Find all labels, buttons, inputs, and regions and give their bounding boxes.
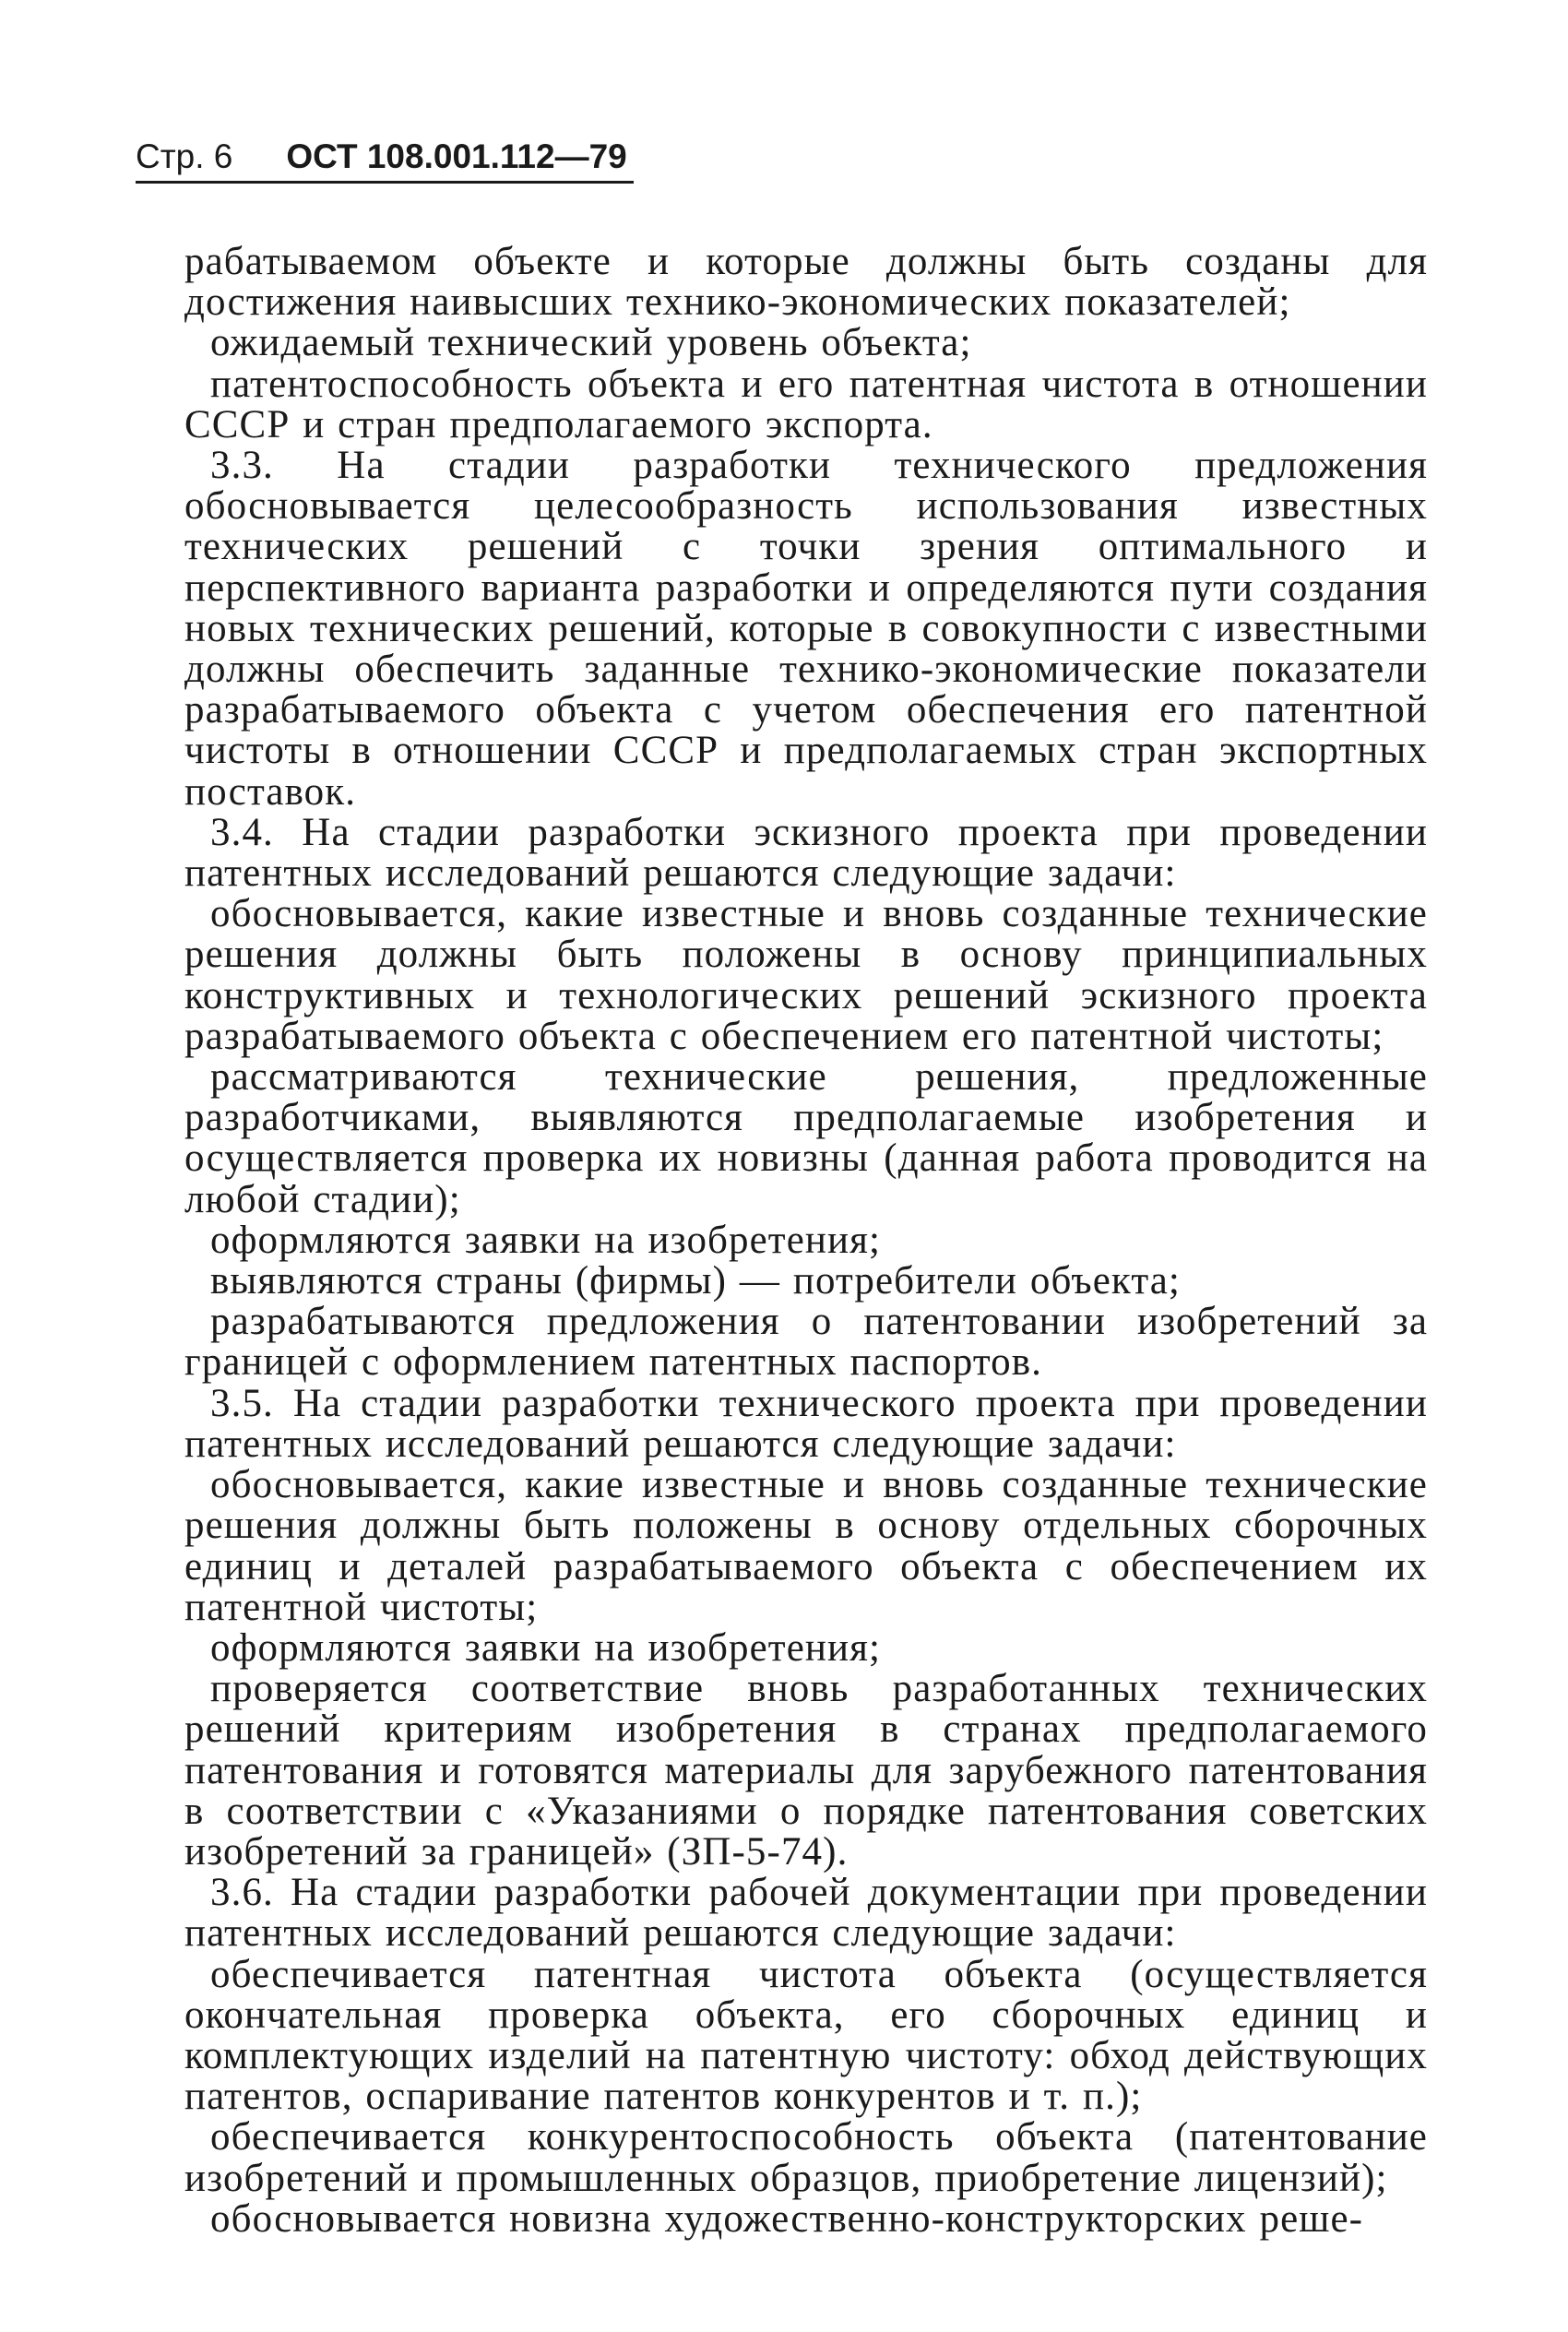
page-header — [136, 137, 634, 184]
paragraph: обосновывается, какие известные и вновь созданные технические решения должны быть положены в основу принципиальных конструктивных и технологических решений эскизного проекта разрабатываемого объекта с обеспечением его патентной чистоты; — [184, 892, 1428, 1058]
section-3-4: 3.4. На стадии разработки эскизного проекта при проведении патентных исследований решаются следующие задачи: — [184, 810, 1428, 896]
paragraph: оформляются заявки на изобретения; — [210, 1625, 882, 1670]
paragraph: обосновывается новизна художественно-конструкторских реше- — [210, 2196, 1364, 2241]
paragraph: оформляются заявки на изобретения; — [210, 1218, 882, 1262]
section-3-3: 3.3. На стадии разработки технического предложения обосновывается целесообразность использования известных технических решений с точки зрения оптимального и перспективного варианта разработки и определяются пути создания новых технических решений, которые в совокупности с известными должны обеспечить заданные технико-экономические показатели разрабатываемого объекта с учетом обеспечения его патентной чистоты в отношении СССР и предполагаемых стран экспортных поставок. — [184, 444, 1428, 814]
section-3-5: 3.5. На стадии разработки технического проекта при проведении патентных исследований решаются следующие задачи: — [184, 1381, 1428, 1466]
paragraph: выявляются страны (фирмы) — потребители объекта; — [210, 1259, 1181, 1303]
section-3-6: 3.6. На стадии разработки рабочей документации при проведении патентных исследований решаются следующие задачи: — [184, 1871, 1428, 1956]
paragraph: рабатываемом объекте и которые должны быть созданы для достижения наивысших технико-экономических показателей; — [184, 240, 1428, 325]
document-code: ОСТ 108.001.112—79 — [286, 137, 627, 175]
paragraph: разрабатываются предложения о патентовании изобретений за границей с оформлением патентных паспортов. — [184, 1300, 1428, 1385]
paragraph: ожидаемый технический уровень объекта; — [210, 321, 972, 365]
paragraph: обеспечивается конкурентоспособность объекта (патентование изобретений и промышленных образцов, приобретение лицензий); — [184, 2115, 1428, 2200]
page-number: Стр. 6 — [136, 137, 233, 175]
paragraph: обосновывается, какие известные и вновь созданные технические решения должны быть положены в основу отдельных сборочных единиц и деталей разрабатываемого объекта с обеспечением их патентной чистоты; — [184, 1463, 1428, 1629]
document-body — [184, 242, 1428, 2240]
paragraph: патентоспособность объекта и его патентная чистота в отношении СССР и стран предполагаемого экспорта. — [184, 362, 1428, 446]
paragraph: проверяется соответствие вновь разработанных технических решений критериям изобретения в странах предполагаемого патентования и готовятся материалы для зарубежного патентования в соответствии с «Указаниями о порядке патентования советских изобретений за границей» (ЗП-5-74). — [184, 1667, 1428, 1874]
paragraph: рассматриваются технические решения, предложенные разработчиками, выявляются предполагаемые изобретения и осуществляется проверка их новизны (данная работа проводится на любой стадии); — [184, 1055, 1428, 1221]
paragraph: обеспечивается патентная чистота объекта (осуществляется окончательная проверка объекта, его сборочных единиц и комплектующих изделий на патентную чистоту: обход действующих патентов, оспаривание патентов конкурентов и т. п.); — [184, 1952, 1428, 2119]
